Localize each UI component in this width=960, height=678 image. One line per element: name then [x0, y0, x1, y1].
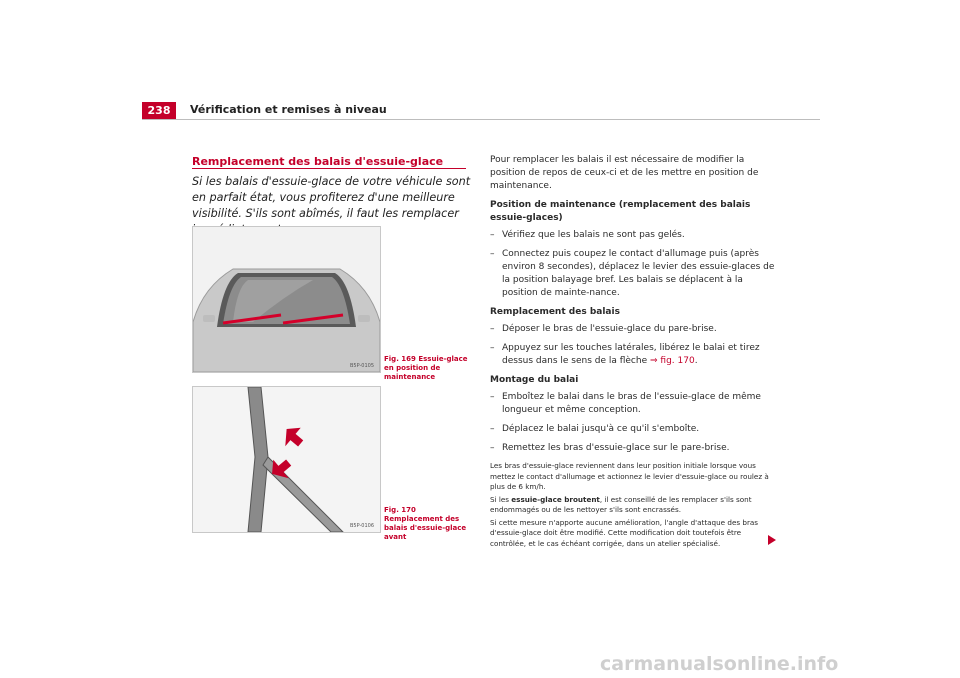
- section-divider: [192, 168, 466, 169]
- figure-169: [192, 226, 381, 373]
- list-item: – Vérifiez que les balais ne sont pas gelés.: [490, 230, 685, 240]
- mount-heading: Montage du balai: [490, 375, 579, 385]
- watermark: carmanualsonline.info: [600, 653, 839, 675]
- list-item: – Connectez puis coupez le contact d'allumage puis (après environ 8 secondes), déplacez le levier des essuie-glaces de la position balayage bref. Les balais se déplacent à la position de mainte-nance.: [490, 249, 775, 298]
- note-block: [490, 461, 775, 549]
- section-intro: Si les balais d'essuie-glace de votre véhicule sont en parfait état, vous profiterez d'une meilleure visibilité. S'ils sont abîmés, il faut les remplacer: [192, 175, 471, 220]
- header-divider: [142, 119, 820, 120]
- page-number: 238: [142, 102, 176, 119]
- figure-170-caption: Fig. 170 Remplacement des balais d'essuie-glace avant: [384, 506, 467, 541]
- maintenance-heading: Position de maintenance (remplacement des balais essuie-glaces): [490, 200, 751, 223]
- figure-170: [192, 386, 381, 533]
- note-paragraph: Si cette mesure n'apporte aucune amélioration, l'angle d'attaque des bras d'essuie-glace doit être modifié. Cette modification doit toutefois être contrôlée, et le cas échéant corrigée, dans un atelier spécialisé.: [490, 517, 759, 548]
- windshield-illustration: [193, 227, 380, 372]
- note-paragraph: Les bras d'essuie-glace reviennent dans leur position initiale lorsque vous mettez le contact d'allumage et actionnez le levier d'essuie-glace ou roulez à plus de 6 km/h.: [490, 461, 769, 491]
- section-title: Remplacement des balais d'essuie-glace: [192, 155, 444, 168]
- instructions-column: [490, 154, 775, 551]
- list-item: – Remettez les bras d'essuie-glace sur le pare-brise.: [490, 443, 730, 453]
- note-paragraph: Si les essuie-glace broutent, il est conseillé de les remplacer s'ils sont endommagés ou de les nettoyer s'ils sont encrassés.: [490, 494, 752, 514]
- wiper-blade-illustration: [193, 387, 380, 532]
- list-item: – Déplacez le balai jusqu'à ce qu'il s'emboîte.: [490, 424, 700, 434]
- figure-code: B5P-0105: [349, 363, 374, 369]
- figure-code: B5P-0106: [349, 523, 374, 529]
- figure-link[interactable]: ⇒ fig. 170: [650, 356, 695, 366]
- body-intro: Pour remplacer les balais il est nécessaire de modifier la position de repos de ceux-ci et de les mettre en position de maintenance.: [490, 155, 759, 191]
- list-item: – Emboîtez le balai dans le bras de l'essuie-glace de même longueur et même conception.: [490, 392, 761, 415]
- figure-169-caption: Fig. 169 Essuie-glace en position de maintenance: [384, 355, 468, 381]
- list-item: – Déposer le bras de l'essuie-glace du pare-brise.: [490, 324, 717, 334]
- list-item: – Appuyez sur les touches latérales, libérez le balai et tirez dessus dans le sens de la flèche ⇒ fig. 170.: [490, 343, 760, 366]
- chapter-title: Vérification et remises à niveau: [190, 103, 387, 116]
- next-page-arrow-icon[interactable]: [768, 535, 776, 545]
- replace-heading: Remplacement des balais: [490, 307, 620, 317]
